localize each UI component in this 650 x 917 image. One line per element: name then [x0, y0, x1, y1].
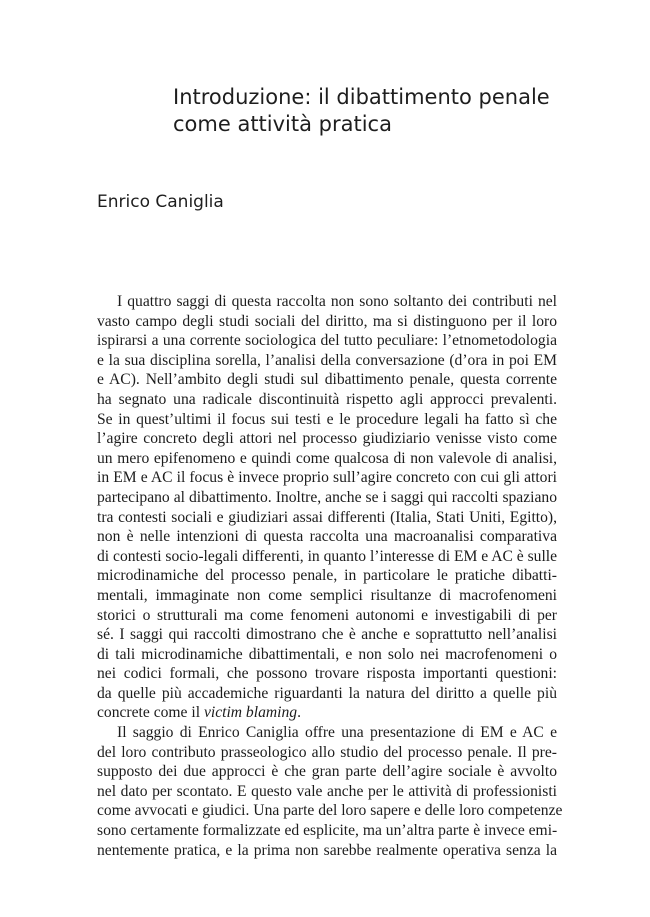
text-line: l’agire concreto degli attori nel processo giudiziario venisse visto come: [97, 430, 557, 448]
text-line: in EM e AC il focus è invece proprio sull’agire concreto con cui gli attori: [97, 469, 557, 487]
chapter-body: [97, 292, 563, 860]
text-line: da quelle più accademiche riguardanti la natura del diritto a quelle più: [97, 684, 557, 702]
text-line: di tali microdinamiche dibattimentali, e non solo nei macrofenomeni o: [97, 645, 557, 663]
text-line: vasto campo degli studi sociali del diritto, ma si distinguono per il loro: [97, 312, 557, 330]
text-line-last: [97, 703, 557, 723]
text-line: un mero epifenomeno e quindi come qualcosa di non valevole di analisi,: [97, 449, 557, 467]
italic-term: victim blaming: [203, 704, 298, 722]
text-line: sono certamente formalizzate ed esplicite, ma un’altra parte è invece emi-: [97, 822, 558, 840]
paragraph-1: [97, 292, 557, 723]
text-line: tra contesti sociali e giudiziari assai differenti (Italia, Stati Uniti, Egitto),: [97, 508, 557, 526]
text-line: non è nelle intenzioni di questa raccolta una macroanalisi comparativa: [97, 528, 557, 546]
text-line: e la sua disciplina sorella, l’analisi della conversazione (d’ora in poi EM: [97, 351, 557, 369]
text-line: microdinamiche del processo penale, in particolare le pratiche dibatti-: [97, 567, 557, 585]
text-line: e AC). Nell’ambito degli studi sul dibattimento penale, questa corrente: [97, 371, 557, 389]
text-line: I quattro saggi di questa raccolta non sono soltanto dei contributi nel: [117, 293, 557, 310]
text-line: ispirarsi a una corrente sociologica del tutto peculiare: l’etnometodologia: [97, 332, 557, 350]
text-line: nei codici formali, che possono trovare risposta importanti questioni:: [97, 665, 557, 683]
text-line: come avvocati e giudici. Una parte del loro sapere e delle loro competenze: [97, 802, 563, 820]
text-line: partecipano al dibattimento. Inoltre, anche se i saggi qui raccolti spaziano: [97, 488, 557, 506]
text-line: mentali, immaginate non come semplici risultanze di macrofenomeni: [97, 586, 557, 604]
text-line: di contesti socio-legali differenti, in quanto l’interesse di EM e AC è sulle: [97, 547, 558, 565]
text-line: Il saggio di Enrico Caniglia offre una presentazione di EM e AC e: [117, 724, 557, 742]
chapter-title: [173, 84, 593, 138]
text-line: nentemente pratica, e la prima non sarebbe realmente operativa senza la: [97, 841, 557, 859]
text-line: storici o strutturali ma come fenomeni autonomi e investigabili di per: [97, 606, 557, 624]
chapter-title-line-1: Introduzione: il dibattimento penale: [173, 85, 550, 109]
chapter-author: Enrico Caniglia: [97, 192, 224, 212]
chapter-title-line-2: come attività pratica: [173, 112, 392, 136]
text-line: ha segnato una radicale discontinuità rispetto agli approcci prevalenti.: [97, 390, 557, 408]
text-line: del loro contributo prasseologico allo studio del processo penale. Il pre-: [97, 743, 557, 761]
text-fragment: concrete come il: [97, 704, 204, 722]
text-line: sé. I saggi qui raccolti dimostrano che è anche e soprattutto nell’analisi: [97, 626, 557, 644]
text-line: Se in quest’ultimi il focus sui testi e le procedure legali ha fatto sì che: [97, 410, 557, 428]
text-line: nel dato per scontato. E questo vale anche per le attività di professionisti: [97, 782, 557, 800]
text-fragment: .: [297, 704, 301, 722]
text-line: supposto dei due approcci è che gran parte dell’agire sociale è avvolto: [97, 763, 557, 781]
paragraph-2: [97, 723, 563, 860]
